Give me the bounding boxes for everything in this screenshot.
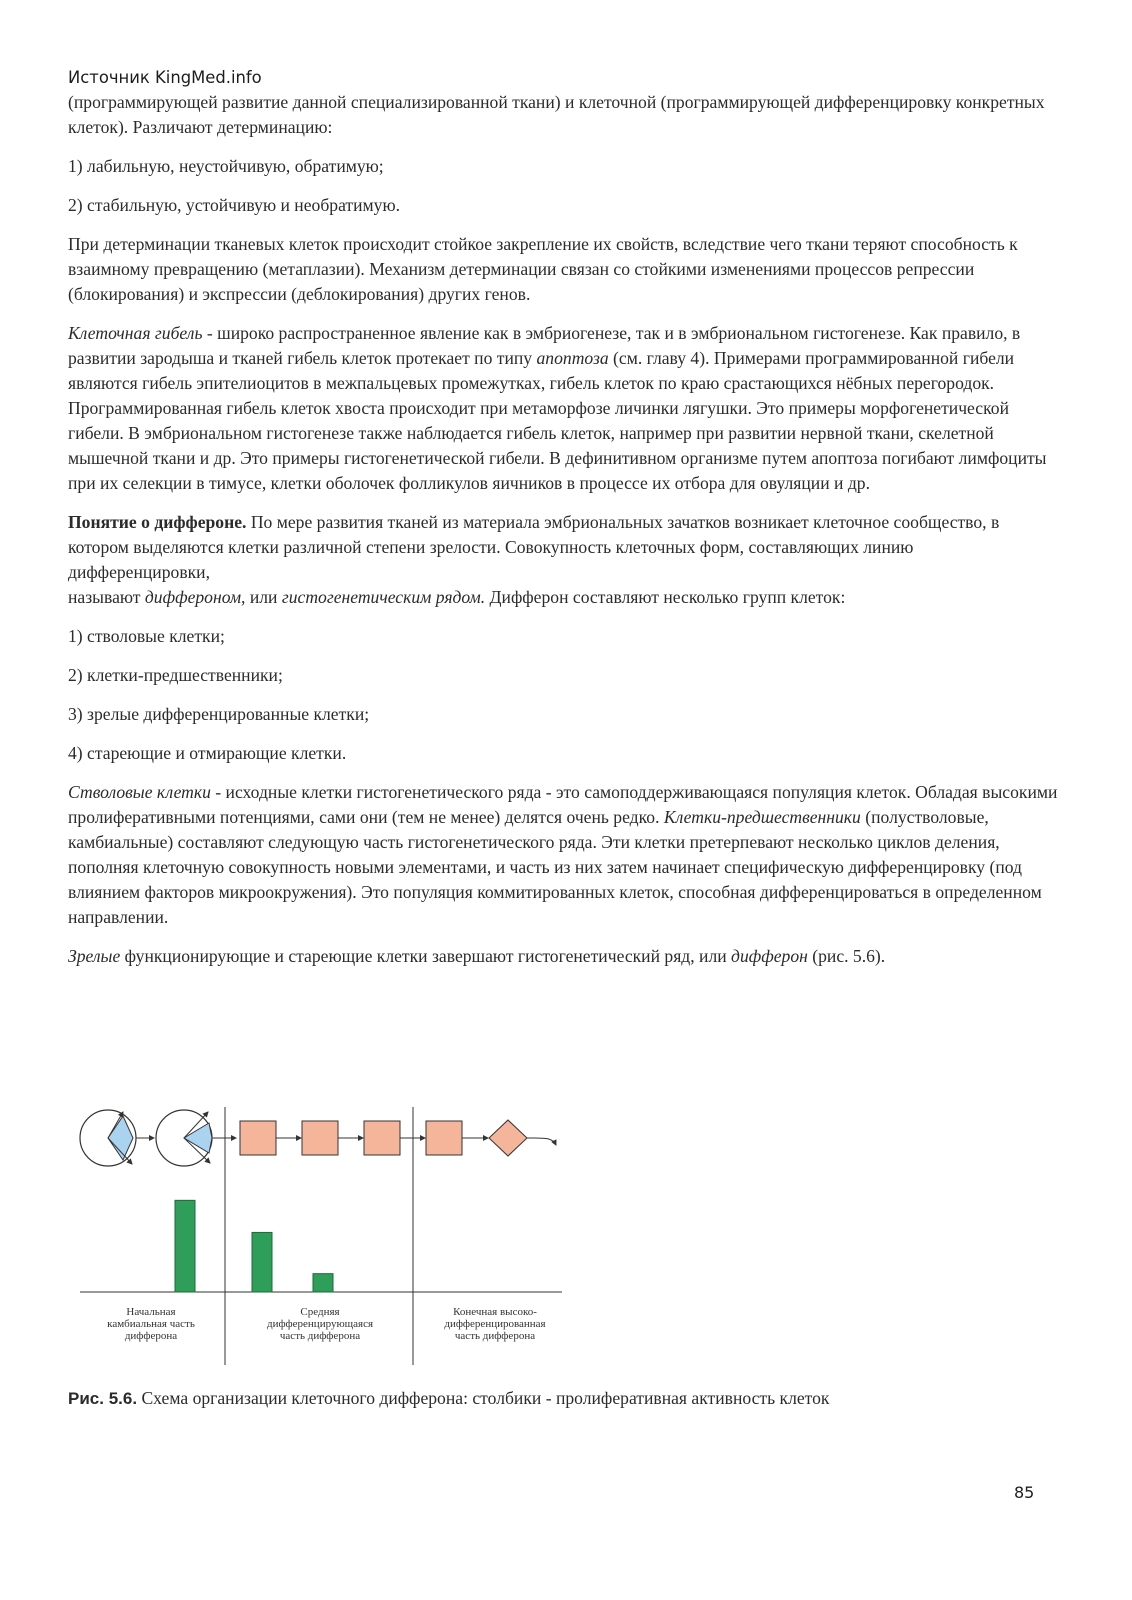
progenitor-cell <box>364 1121 400 1155</box>
text-span: - исходные клетки гистогенетического ряда - это самоподдерживающаяся популяция клеток. Обладая высокими пролиферативными потенциями, сами они (тем не менее) делятся очень редко. <box>68 782 1058 827</box>
list-item: 1) стволовые клетки; <box>68 626 225 646</box>
stem-cell-icon <box>80 1110 154 1166</box>
mature-cell-icon <box>489 1120 556 1156</box>
stem-cell-icon <box>156 1110 236 1166</box>
paragraph-differon-concept <box>68 510 1058 610</box>
text-span: функционирующие и стареющие клетки завершают гистогенетический ряд, или <box>120 946 732 966</box>
label-line: дифферона <box>124 1330 178 1342</box>
progenitor-cell <box>302 1121 338 1155</box>
label-line: Конечная высоко- <box>453 1306 537 1318</box>
term-apoptosis: апоптоза <box>536 348 609 368</box>
paragraph-determination: (программирующей развитие данной специализированной ткани) и клеточной (программирующей дифференцировку конкретных клеток). Различают детерминацию: <box>68 92 1045 137</box>
figure-caption <box>68 1386 1068 1411</box>
source-header: Источник KingMed.info <box>68 68 262 87</box>
label-line: камбиальная часть <box>107 1318 195 1330</box>
text-span: (рис. 5.6). <box>807 946 886 966</box>
label-final-part <box>416 1306 574 1342</box>
text-span: называют <box>68 587 145 607</box>
proliferation-bar <box>175 1200 195 1292</box>
term-histogenetic-series: гистогенетическим рядом. <box>281 587 486 607</box>
list-item: 3) зрелые дифференцированные клетки; <box>68 704 370 724</box>
term-differon: диффероном, <box>144 587 246 607</box>
term-mature: Зрелые <box>68 946 121 966</box>
caption-text: Схема организации клеточного дифферона: столбики - пролиферативная активность клеток <box>137 1388 830 1408</box>
list-item: 1) лабильную, неустойчивую, обратимую; <box>68 156 384 176</box>
label-line: Средняя <box>300 1306 340 1318</box>
label-line: дифференцирующаяся <box>266 1318 374 1330</box>
paragraph-stem-cells <box>68 780 1058 930</box>
text-span: (полустволовые, камбиальные) составляют следующую часть гистогенетического ряда. Эти клетки претерпевают несколько циклов деления, пополняя клеточную совокупность новыми элементами, и часть из них затем начинает специфическую дифференцировку (под влиянием факторов микроокружения). Это популяция коммитированных клеток, способная дифференцироваться в определенном направлении. <box>68 807 1042 927</box>
text-span: Дифферон составляют несколько групп клеток: <box>485 587 846 607</box>
term-stem-cells: Стволовые клетки <box>68 782 211 802</box>
differon-figure <box>76 1107 576 1377</box>
proliferation-bar <box>313 1274 333 1292</box>
progenitor-cell <box>240 1121 276 1155</box>
heading-differon: Понятие о диффероне. <box>68 512 247 532</box>
page-number: 85 <box>1014 1483 1035 1502</box>
label-line: дифференцированная <box>444 1318 546 1330</box>
term-progenitors: Клетки-предшественники <box>663 807 861 827</box>
text-span: или <box>245 587 282 607</box>
label-line: часть дифферона <box>279 1330 361 1342</box>
list-item: 2) клетки-предшественники; <box>68 665 283 685</box>
label-middle-part <box>228 1306 412 1342</box>
list-item: 4) стареющие и отмирающие клетки. <box>68 743 347 763</box>
text-span: - широко распространенное явление как в эмбриогенезе, так и в эмбриональном гистогенезе. Как правило, в развитии зародыша и тканей гибель клеток протекает по типу <box>68 323 1021 368</box>
progenitor-cells <box>240 1121 488 1155</box>
proliferation-bars <box>175 1200 333 1292</box>
list-item: 2) стабильную, устойчивую и необратимую. <box>68 195 400 215</box>
paragraph-cell-death <box>68 321 1058 496</box>
text-span: (см. главу 4). Примерами программированной гибели являются гибель эпителиоцитов в межпальцевых промежутках, гибель клеток по краю срастающихся нёбных перегородок. Программированная гибель клеток хвоста происходит при метаморфозе личинки лягушки. Это примеры морфогенетической гибели. В эмбриональном гистогенезе также наблюдается гибель клеток, например при развитии нервной ткани, скелетной мышечной ткани и др. Это примеры гистогенетической гибели. В дефинитивном организме путем апоптоза погибают лимфоциты при их селекции в тимусе, клетки оболочек фолликулов яичников в процессе их отбора для овуляции и др. <box>68 348 1047 493</box>
label-line: Начальная <box>126 1306 176 1318</box>
label-initial-part <box>78 1306 224 1342</box>
paragraph-determination-mechanism: При детерминации тканевых клеток происходит стойкое закрепление их свойств, вследствие чего ткани теряют способность к взаимному превращению (метаплазии). Механизм детерминации связан со стойкими изменениями процессов репрессии (блокирования) и экспрессии (деблокирования) других генов. <box>68 234 1018 304</box>
term-cell-death: Клеточная гибель <box>68 323 203 343</box>
progenitor-cell <box>426 1121 462 1155</box>
label-line: часть дифферона <box>454 1330 536 1342</box>
text-span: По мере развития тканей из материала эмбриональных зачатков возникает клеточное сообщество, в котором выделяются клетки различной степени зрелости. Совокупность клеточных форм, составляющих линию дифференцировки, <box>68 512 1000 582</box>
caption-label: Рис. 5.6. <box>68 1389 138 1408</box>
paragraph-mature-cells <box>68 944 1058 969</box>
proliferation-bar <box>252 1232 272 1292</box>
term-differon: дифферон <box>731 946 808 966</box>
page-body <box>68 66 1058 983</box>
